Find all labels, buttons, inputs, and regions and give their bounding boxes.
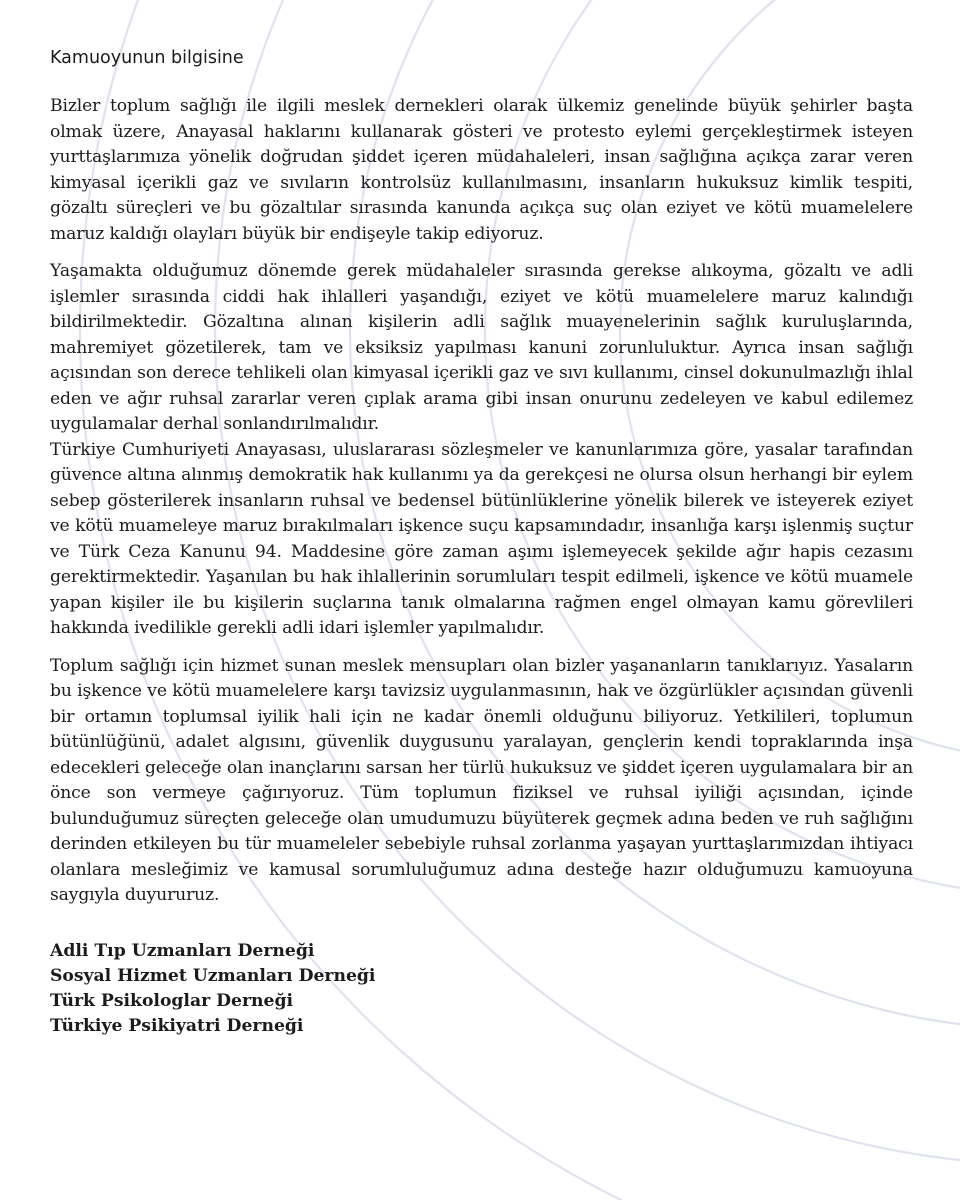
signatory-name: Türkiye Psikiyatri Derneği <box>50 1015 304 1036</box>
paragraph-call-to-action: Toplum sağlığı için hizmet sunan meslek mensupları olan bizler yaşananların tanıklarıyız. Yasaların bu işkence ve kötü muamelelere karşı tavizsiz uygulanmasının, hak ve özgürlükler açısından güvenli bir ortamın toplumsal iyilik hali için ne kadar önemli olduğunu biliyoruz. Yetkilileri, toplumun bütünlüğünü, adalet algısını, güvenlik duygusunu yaralayan, gençlerin kendi topraklarında inşa edecekleri geleceğe olan inançlarını sarsan her türlü hukuksuz ve şiddet içeren uygulamalara bir an önce son vermeye çağırıyoruz. Tüm toplumun fiziksel ve ruhsal iyiliği açısından, içinde bulunduğumuz süreçten geleceğe olan umudumuzu büyüterek geçmek adına beden ve ruh sağlığını derinden etkileyen bu tür muameleler sebebiyle ruhsal zorlanma yaşayan yurttaşlarımızdan ihtiyacı olanlara mesleğimiz ve kamusal sorumluluğumuz adına desteğe hazır olduğumuzu kamuoyuna saygıyla duyururuz. <box>50 655 913 905</box>
statement-document <box>50 46 913 1039</box>
signatory-name: Adli Tıp Uzmanları Derneği <box>50 940 315 961</box>
paragraph-legal-basis: Türkiye Cumhuriyeti Anayasası, uluslararası sözleşmeler ve kanunlarımıza göre, yasalar tarafından güvence altına alınmış demokratik hak kullanımı ya da gerekçesi ne olursa olsun herhangi bir eylem sebep gösterilerek insanların ruhsal ve bedensel bütünlüklerine yönelik bilerek ve isteyerek eziyet ve kötü muameleye maruz bırakılmaları işkence suçu kapsamındadır, insanlığa karşı işlenmiş suçtur ve Türk Ceza Kanunu 94. Maddesine göre zaman aşımı işlemeyecek şekilde ağır hapis cezasını gerektirmektedir. Yaşanılan bu hak ihlallerinin sorumluları tespit edilmeli, işkence ve kötü muamele yapan kişiler ile bu kişilerin suçlarına tanık olmalarına rağmen engel olmayan kamu görevlileri hakkında ivedilikle gerekli adli idari işlemler yapılmalıdır. <box>50 439 913 638</box>
signatory-name: Türk Psikologlar Derneği <box>50 990 293 1011</box>
signatory-list <box>50 939 913 1039</box>
paragraph-intro: Bizler toplum sağlığı ile ilgili meslek dernekleri olarak ülkemiz genelinde büyük şehirler başta olmak üzere, Anayasal haklarını kullanarak gösteri ve protesto eylemi gerçekleştirmek isteyen yurttaşlarımıza yönelik doğrudan şiddet içeren müdahaleleri, insan sağlığına açıkça zarar veren kimyasal içerikli gaz ve sıvıların kontrolsüz kullanılmasını, insanların hukuksuz kimlik tespiti, gözaltı süreçleri ve bu gözaltılar sırasında kanunda açıkça suç olan eziyet ve kötü muamelelere maruz kaldığı olayları büyük bir endişeyle takip ediyoruz. <box>50 96 913 244</box>
greeting-line: Kamuoyunun bilgisine <box>50 48 244 68</box>
paragraph-violations: Yaşamakta olduğumuz dönemde gerek müdahaleler sırasında gerekse alıkoyma, gözaltı ve adli işlemler sırasında ciddi hak ihlalleri yaşandığı, eziyet ve kötü muamelelere maruz kalındığı bildirilmektedir. Gözaltına alınan kişilerin adli sağlık muayenelerinin sağlık kuruluşlarında, mahremiyet gözetilerek, tam ve eksiksiz yapılması kanuni zorunluluktur. Ayrıca insan sağlığı açısından son derece tehlikeli olan kimyasal içerikli gaz ve sıvı kullanımı, cinsel dokunulmazlığı ihlal eden ve ağır ruhsal zararlar veren çıplak arama gibi insan onurunu zedeleyen ve kabul edilemez uygulamalar derhal sonlandırılmalıdır. <box>50 261 913 434</box>
signatory-name: Sosyal Hizmet Uzmanları Derneği <box>50 965 376 986</box>
